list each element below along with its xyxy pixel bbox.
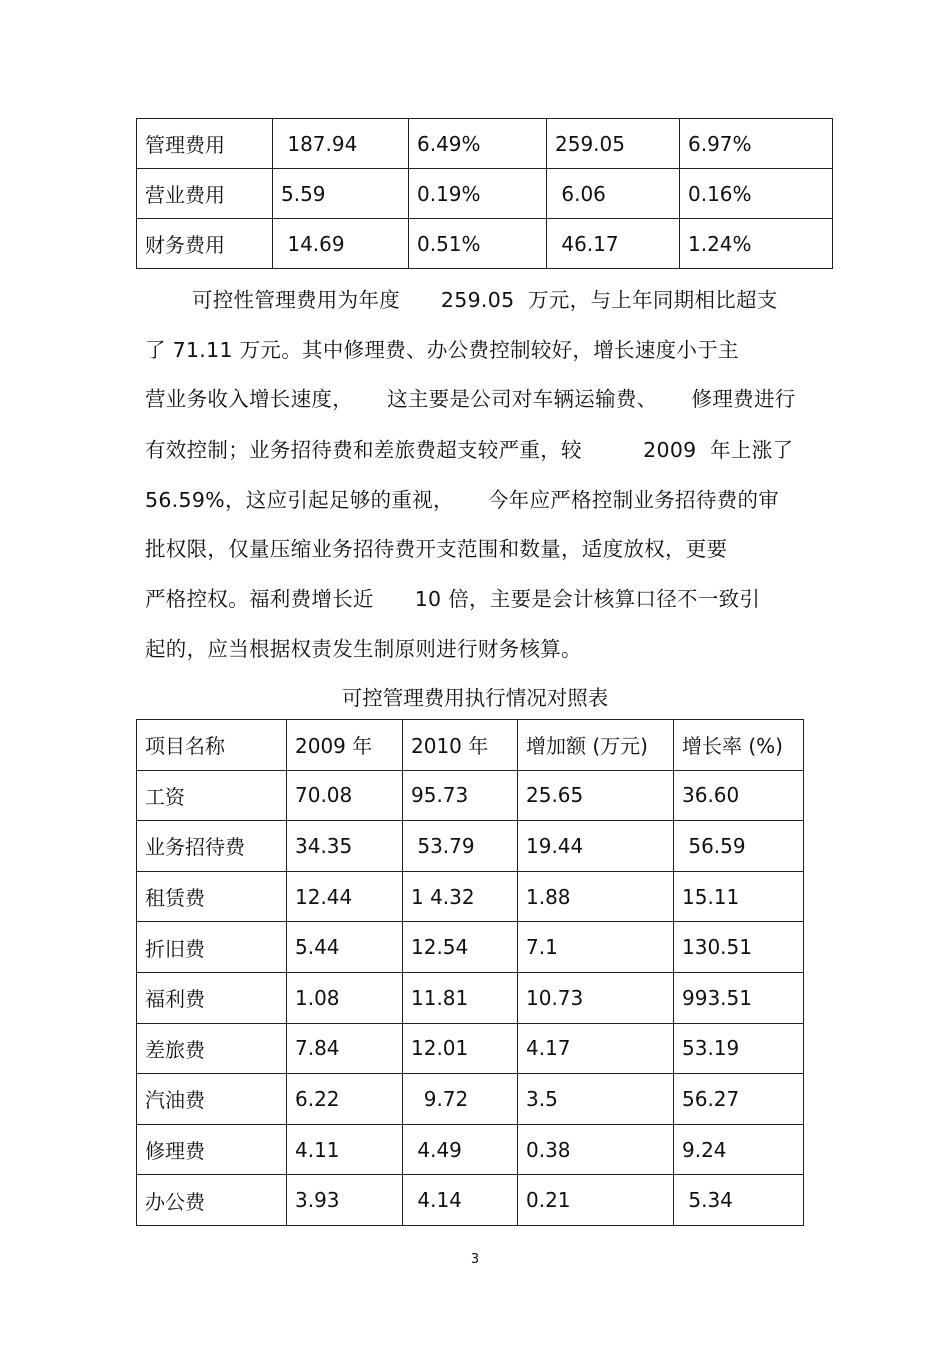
table-cell: 1.08 (287, 972, 403, 1023)
table-cell: 70.08 (287, 770, 403, 821)
table-cell: 0.38 (518, 1124, 674, 1175)
controllable-expense-table (136, 719, 804, 1226)
table-cell: 5.34 (674, 1175, 804, 1226)
table-row (137, 169, 833, 219)
table-row (137, 119, 833, 169)
table-cell: 6.97% (680, 119, 833, 169)
table-cell: 25.65 (518, 770, 674, 821)
table-cell: 9.24 (674, 1124, 804, 1175)
table-row (137, 1124, 804, 1175)
table-row (137, 1074, 804, 1125)
row-label-cell: 办公费 (137, 1175, 287, 1226)
table-cell: 1 4.32 (403, 871, 518, 922)
table-row (137, 972, 804, 1023)
table-cell: 6.06 (547, 169, 680, 219)
paragraph-line: 严格控权。福利费增长近 10 倍，主要是会计核算口径不一致引 (145, 587, 761, 611)
table-cell: 4.17 (518, 1023, 674, 1074)
table-cell: 4.14 (403, 1175, 518, 1226)
table-cell: 19.44 (518, 821, 674, 872)
page-number: 3 (470, 1252, 480, 1267)
table-cell: 0.51% (409, 219, 547, 269)
table-cell: 1.24% (680, 219, 833, 269)
table-cell: 56.59 (674, 821, 804, 872)
table-cell: 95.73 (403, 770, 518, 821)
table-row (137, 770, 804, 821)
paragraph-line: 起的，应当根据权责发生制原则进行财务核算。 (145, 637, 582, 661)
table-cell: 36.60 (674, 770, 804, 821)
table-cell: 12.01 (403, 1023, 518, 1074)
column-header: 2009 年 (287, 720, 403, 771)
table-row (137, 922, 804, 973)
table-cell: 12.54 (403, 922, 518, 973)
table-cell: 财务费用 (137, 219, 273, 269)
row-label-cell: 折旧费 (137, 922, 287, 973)
table-cell: 53.19 (674, 1023, 804, 1074)
table-cell: 6.22 (287, 1074, 403, 1125)
table-cell: 56.27 (674, 1074, 804, 1125)
table-cell: 130.51 (674, 922, 804, 973)
table-cell: 10.73 (518, 972, 674, 1023)
table-cell: 4.49 (403, 1124, 518, 1175)
table-cell: 9.72 (403, 1074, 518, 1125)
row-label-cell: 业务招待费 (137, 821, 287, 872)
column-header: 增长率 (%) (674, 720, 804, 771)
row-label-cell: 福利费 (137, 972, 287, 1023)
table-cell: 0.21 (518, 1175, 674, 1226)
table-cell: 14.69 (273, 219, 409, 269)
row-label-cell: 差旅费 (137, 1023, 287, 1074)
column-header: 项目名称 (137, 720, 287, 771)
paragraph-line: 有效控制；业务招待费和差旅费超支较严重，较 2009 年上涨了 (145, 438, 794, 462)
table-row (137, 1023, 804, 1074)
table-cell: 15.11 (674, 871, 804, 922)
table-cell: 营业费用 (137, 169, 273, 219)
paragraph-line: 了 71.11 万元。其中修理费、办公费控制较好，增长速度小于主 (145, 338, 739, 362)
table-cell: 993.51 (674, 972, 804, 1023)
table-cell: 34.35 (287, 821, 403, 872)
table-caption: 可控管理费用执行情况对照表 (341, 686, 609, 710)
table-cell: 1.88 (518, 871, 674, 922)
table-row (137, 871, 804, 922)
column-header: 2010 年 (403, 720, 518, 771)
column-header: 增加额 (万元) (518, 720, 674, 771)
table-cell: 7.1 (518, 922, 674, 973)
table-cell: 4.11 (287, 1124, 403, 1175)
table-cell: 3.93 (287, 1175, 403, 1226)
table-cell: 6.49% (409, 119, 547, 169)
row-label-cell: 租赁费 (137, 871, 287, 922)
table-cell: 0.19% (409, 169, 547, 219)
table-cell: 3.5 (518, 1074, 674, 1125)
table-cell: 0.16% (680, 169, 833, 219)
table-cell: 259.05 (547, 119, 680, 169)
paragraph-line: 营业务收入增长速度， 这主要是公司对车辆运输费、 修理费进行 (145, 387, 796, 411)
paragraph-line: 56.59%，这应引起足够的重视， 今年应严格控制业务招待费的审 (145, 488, 780, 512)
table-cell: 5.59 (273, 169, 409, 219)
table-row (137, 1175, 804, 1226)
row-label-cell: 修理费 (137, 1124, 287, 1175)
table-cell: 46.17 (547, 219, 680, 269)
table-row (137, 821, 804, 872)
table-cell: 5.44 (287, 922, 403, 973)
paragraph-line: 批权限，仅量压缩业务招待费开支范围和数量，适度放权，更要 (145, 537, 728, 561)
row-label-cell: 工资 (137, 770, 287, 821)
table-cell: 53.79 (403, 821, 518, 872)
table-row (137, 219, 833, 269)
paragraph-line: 可控性管理费用为年度 259.05 万元，与上年同期相比超支 (192, 288, 778, 312)
table-cell: 187.94 (273, 119, 409, 169)
expense-summary-table (136, 118, 833, 269)
row-label-cell: 汽油费 (137, 1074, 287, 1125)
table-cell: 7.84 (287, 1023, 403, 1074)
table-cell: 管理费用 (137, 119, 273, 169)
table-cell: 11.81 (403, 972, 518, 1023)
table-cell: 12.44 (287, 871, 403, 922)
table-header-row (137, 720, 804, 771)
